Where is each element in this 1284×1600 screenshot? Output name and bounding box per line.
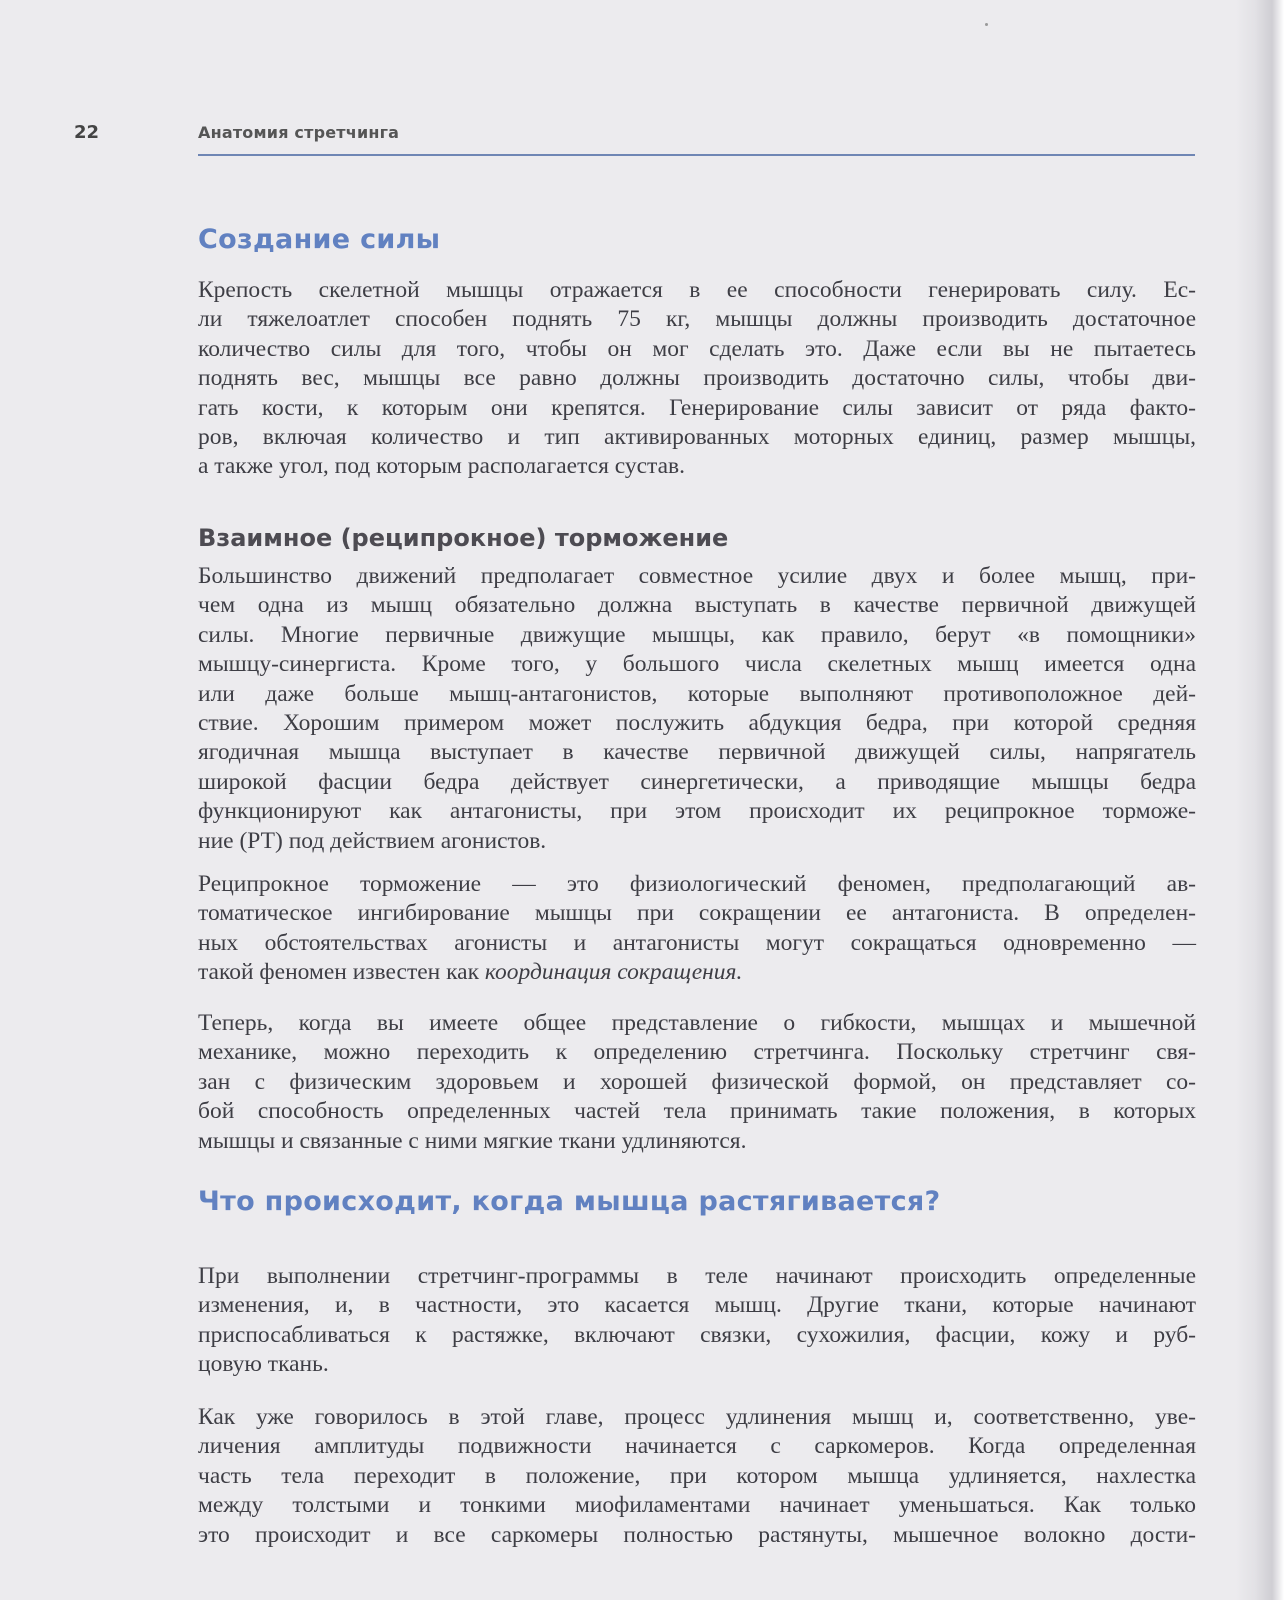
text-run: такой феномен известен как (198, 959, 485, 986)
text-line: личения амплитуды подвижности начинается с саркомеров. Когда определенная (198, 1433, 1196, 1460)
text-line: широкой фасции бедра действует синергетически, а приводящие мышцы бедра (198, 768, 1196, 795)
paragraph-stretching-definition (198, 1009, 1196, 1156)
text-line: ли тяжелоатлет способен поднять 75 кг, мышцы должны производить достаточное (198, 306, 1196, 333)
text-line: Реципрокное торможение — это физиологический феномен, предполагающий ав- (198, 871, 1196, 897)
text-line (198, 958, 1196, 987)
text-line: а также угол, под которым располагается сустав. (198, 453, 686, 480)
subheading-reciprocal-inhibition: Взаимное (реципрокное) торможение (198, 524, 729, 552)
text-line: мышцы и связанные с ними мягкие ткани удлиняются. (198, 1127, 747, 1154)
text-line: ние (РТ) под действием агонистов. (198, 827, 547, 854)
text-line: Крепость скелетной мышцы отражается в ее способности генерировать силу. Ес- (198, 277, 1196, 303)
text-line: ствие. Хорошим примером может послужить абдукция бедра, при которой средняя (198, 710, 1196, 737)
running-title: Анатомия стретчинга (198, 123, 400, 142)
text-line: часть тела переходит в положение, при котором мышца удлиняется, нахлестка (198, 1462, 1196, 1489)
text-line: приспосабливаться к растяжке, включают связки, сухожилия, фасции, кожу и руб- (198, 1321, 1196, 1348)
text-line: это происходит и все саркомеры полностью растянуты, мышечное волокно дости- (198, 1521, 1196, 1548)
text-line: чем одна из мышц обязательно должна выступать в качестве первичной движущей (198, 592, 1196, 619)
text-line: количество силы для того, чтобы он мог сделать это. Даже если вы не пытаетесь (198, 335, 1196, 362)
text-line: мышцу-синергиста. Кроме того, у большого числа скелетных мышц имеется одна (198, 651, 1196, 678)
text-line: томатическое ингибирование мышцы при сокращении ее антагониста. В определен- (198, 900, 1196, 927)
text-line: или даже больше мышц-антагонистов, которые выполняют противоположное дей- (198, 680, 1196, 707)
paragraph-force (198, 276, 1196, 482)
header-rule (198, 154, 1195, 156)
text-line: цовую ткань. (198, 1351, 329, 1378)
text-line: механике, можно переходить к определению стретчинга. Поскольку стретчинг свя- (198, 1039, 1196, 1066)
italic-term: координация сокращения. (484, 959, 743, 986)
text-line: Большинство движений предполагает совместное усилие двух и более мышц, при- (198, 563, 1196, 589)
scan-speck (985, 23, 988, 26)
paragraph-program-changes (198, 1262, 1196, 1380)
text-line: ягодичная мышца выступает в качестве первичной движущей силы, напрягатель (198, 739, 1196, 766)
text-line: Как уже говорилось в этой главе, процесс удлинения мышц и, соответственно, уве- (198, 1404, 1196, 1430)
text-line: зан с физическим здоровьем и хорошей физической формой, он представляет со- (198, 1068, 1196, 1095)
text-line: ров, включая количество и тип активированных моторных единиц, размер мышцы, (198, 424, 1196, 451)
page-number: 22 (74, 122, 100, 143)
section-heading-muscle-stretch: Что происходит, когда мышца растягивается? (198, 1186, 941, 1217)
page-edge-shadow (1236, 0, 1284, 1600)
text-line: функционируют как антагонисты, при этом происходит их реципрокное торможе- (198, 798, 1196, 825)
text-line: При выполнении стретчинг-программы в теле начинают происходить определенные (198, 1263, 1196, 1289)
text-line: поднять вес, мышцы все равно должны производить достаточно силы, чтобы дви- (198, 365, 1196, 392)
text-line: изменения, и, в частности, это касается мышц. Другие ткани, которые начинают (198, 1292, 1196, 1319)
text-line: ных обстоятельствах агонисты и антагонисты могут сокращаться одновременно — (198, 929, 1196, 956)
section-heading-force: Создание силы (198, 224, 441, 255)
paragraph-reciprocal-definition (198, 870, 1196, 988)
text-line: Теперь, когда вы имеете общее представление о гибкости, мышцах и мышечной (198, 1010, 1196, 1036)
text-line: гать кости, к которым они крепятся. Генерирование силы зависит от ряда факто- (198, 394, 1196, 421)
paragraph-sarcomeres (198, 1403, 1196, 1550)
text-line: бой способность определенных частей тела принимать такие положения, в которых (198, 1098, 1196, 1125)
text-line: между толстыми и тонкими миофиламентами начинает уменьшаться. Как только (198, 1492, 1196, 1519)
text-line: силы. Многие первичные движущие мышцы, как правило, берут «в помощники» (198, 621, 1196, 648)
paragraph-movements (198, 562, 1196, 856)
